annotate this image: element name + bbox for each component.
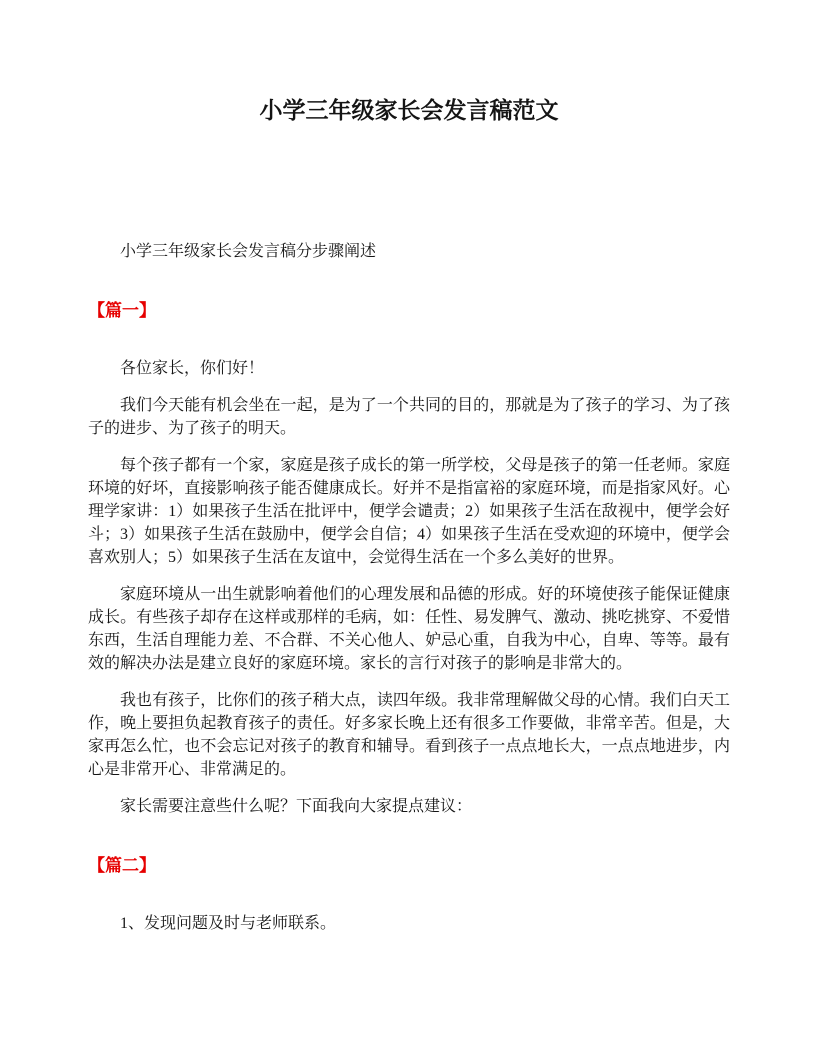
body-paragraph: 我也有孩子，比你们的孩子稍大点，读四年级。我非常理解做父母的心情。我们白天工作，晚上要担负起教育孩子的责任。好多家长晚上还有很多工作要做，非常辛苦。但是，大家再怎么忙，也不会忘记对孩子的教育和辅导。看到孩子一点点地长大，一点点地进步，内心是非常开心、非常满足的。 bbox=[88, 692, 730, 778]
body-paragraph: 各位家长，你们好！ bbox=[120, 360, 265, 377]
document-title: 小学三年级家长会发言稿范文 bbox=[259, 98, 559, 123]
section-heading-1: 【篇一】 bbox=[88, 301, 156, 320]
body-paragraph: 我们今天能有机会坐在一起，是为了一个共同的目的，那就是为了孩子的学习、为了孩子的进步、为了孩子的明天。 bbox=[88, 397, 730, 437]
body-paragraph: 1、发现问题及时与老师联系。 bbox=[120, 915, 337, 932]
body-paragraph: 家长需要注意些什么呢？下面我向大家提点建议： bbox=[120, 798, 473, 815]
intro-paragraph: 小学三年级家长会发言稿分步骤阐述 bbox=[120, 243, 377, 260]
body-paragraph: 每个孩子都有一个家，家庭是孩子成长的第一所学校，父母是孩子的第一任老师。家庭环境的好坏，直接影响孩子能否健康成长。好并不是指富裕的家庭环境，而是指家风好。心理学家讲：1）如果孩子生活在批评中，便学会谴责；2）如果孩子生活在敌视中，便学会好斗；3）如果孩子生活在鼓励中，便学会自信；4）如果孩子生活在受欢迎的环境中，便学会喜欢别人；5）如果孩子生活在友谊中，会觉得生活在一个多么美好的世界。 bbox=[88, 457, 730, 566]
section-heading-2: 【篇二】 bbox=[88, 856, 156, 875]
body-paragraph: 家庭环境从一出生就影响着他们的心理发展和品德的形成。好的环境使孩子能保证健康成长。有些孩子却存在这样或那样的毛病，如：任性、易发脾气、激动、挑吃挑穿、不爱惜东西，生活自理能力差、不合群、不关心他人、妒忌心重，自我为中心，自卑、等等。最有效的解决办法是建立良好的家庭环境。家长的言行对孩子的影响是非常大的。 bbox=[88, 586, 730, 672]
